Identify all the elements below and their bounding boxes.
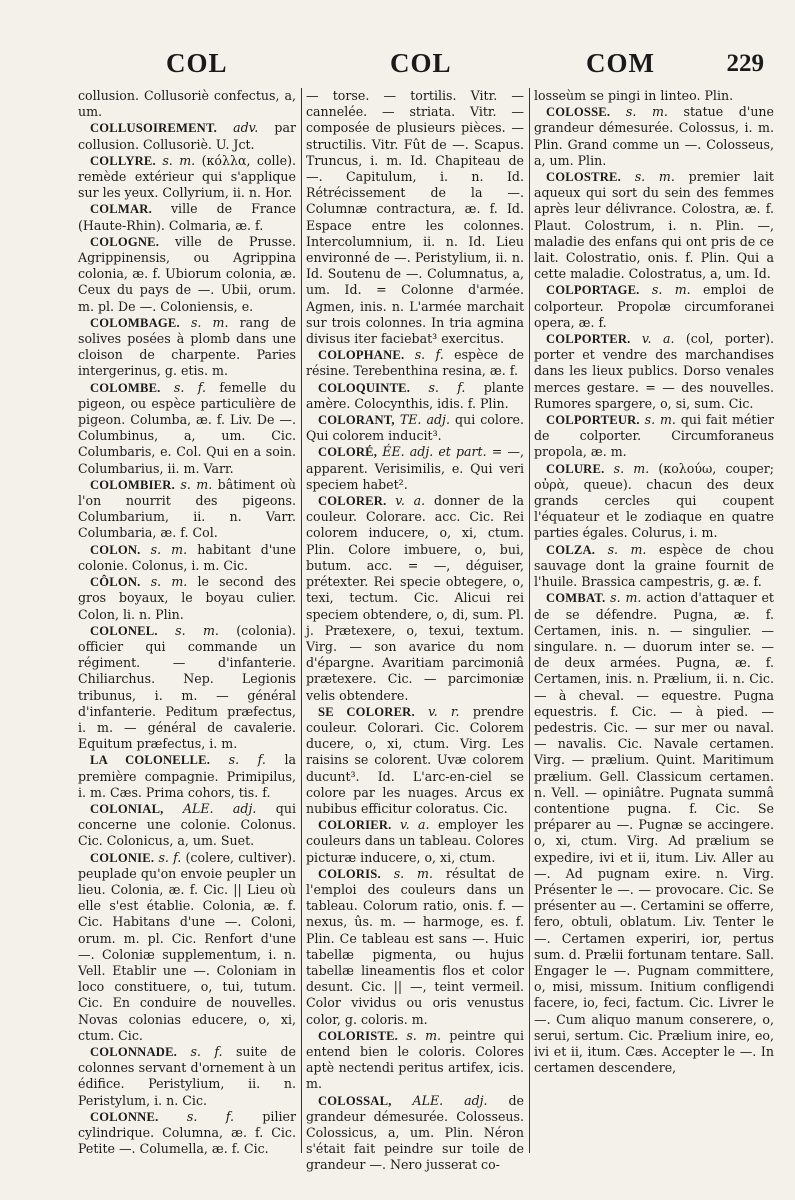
page-number: 229 (726, 50, 764, 77)
dictionary-entry (306, 347, 524, 379)
entry-grammar: ALE. adj. (182, 800, 257, 816)
entry-headword: COLORANT, (318, 413, 395, 428)
entry-grammar: s. m. (175, 622, 219, 638)
entry-definition: collusion. Collusoriè confectus, a, um. (78, 88, 296, 120)
running-header (78, 48, 774, 88)
entry-grammar: s. f. (158, 849, 182, 865)
right-guide-word: COM (586, 48, 655, 78)
column-divider (529, 88, 530, 1153)
entry-headword: COLMAR. (90, 202, 152, 217)
left-guide-word: COL (166, 48, 228, 78)
entry-definition: statue d'une grandeur démesurée. Colossus, i. m. Plin. Grand comme un —. Colosseus, a, um. Plin. (534, 104, 774, 168)
entry-headword: COLLYRE. (90, 153, 156, 168)
column-2 (306, 88, 524, 1173)
entry-headword: CÔLON. (90, 575, 141, 590)
entry-headword: COLOSTRE. (546, 170, 621, 185)
entry-definition: employer les couleurs dans un tableau. Colores picturæ inducere, o, xi, ctum. (306, 817, 524, 865)
dictionary-entry (306, 412, 524, 444)
entry-definition: bâtiment où l'on nourrit des pigeons. Columbarium, ii. n. Varr. Columbaria, æ. f. Col. (78, 476, 296, 541)
entry-grammar: TE. adj. (399, 412, 450, 428)
entry-headword: COLORIER. (318, 818, 392, 833)
entry-grammar: s. f. (428, 379, 466, 395)
dictionary-entry (78, 1109, 296, 1158)
entry-headword: COLLUSOIREMENT. (90, 121, 217, 136)
dictionary-entry (78, 153, 296, 202)
entry-headword: SE COLORER. (318, 704, 415, 719)
entry-grammar: s. m. (190, 314, 229, 330)
entry-grammar: s. m. (644, 412, 676, 428)
entry-definition: (κόλλα, colle). remède extérieur qui s'applique sur les yeux. Collyrium, ii. n. Hor. (78, 152, 296, 201)
entry-headword: COLONNE. (90, 1109, 159, 1124)
entry-definition: action d'attaquer et de se défendre. Pugna, æ. f. Certamen, inis. n. — singulier. — singulare. n. — duorum inter se. — de deux armées. Pugna, æ. f. Certamen, inis. n. Prælium, ii. n. Cic. — à cheval. — equestre. Pugna equestris. f. Cic. — à pied. — pedestris. Cic. — sur mer ou naval. — navalis. Cic. Navale certamen. Virg. — prælium. Quint. Maritimum prælium. Gell. Classicum certamen. n. Vell. — opiniâtre. Pugnata summâ contentione pugna. f. Cic. Se préparer au —. Pugnæ se accingere. o, xi, ctum. Virg. Ad prælium se expedire, ivi et ii, itum. Liv. Aller au —. Ad pugnam exire. n. Virg. Présenter le —. — provocare. Cic. Se présenter au —. Certamini se offerre, fero, obtuli, oblatum. Liv. Tenter le —. Certamen experiri, ior, pertus sum. d. Prælii fortunam tentare. Sall. Engager le —. Pugnam committere, o, misi, missum. Initium confligendi facere, io, feci, factum. Cic. Livrer le —. Cum aliquo manum conserere, o, serui, sertum. Cic. Prælium inire, eo, ivi et ii, itum. Cæs. Accepter le —. In certamen descendere, (534, 590, 774, 1076)
dictionary-entry (306, 704, 524, 817)
entry-grammar: s. f. (186, 1108, 234, 1124)
entry-headword: COLOGNE. (90, 234, 160, 249)
dictionary-entry (78, 801, 296, 850)
entry-definition: habitant d'une colonie. Colonus, i. m. Cic. (78, 541, 296, 573)
entry-definition: rang de solives posées à plomb dans une cloison de charpente. Paries intergerinus, g. etis. m. (78, 314, 296, 379)
entry-headword: COLONNADE. (90, 1044, 178, 1059)
dictionary-entry (306, 866, 524, 1028)
dictionary-page (78, 48, 774, 1173)
entry-headword: COLURE. (546, 461, 605, 476)
entry-definition: donner de la couleur. Colorare. acc. Cic. Rei colorem inducere, o, xi, ctum. Plin. Colore imbuere, o, bui, butum. acc. = —, déguiser, prétexter. Rei specie obtegere, o, texi, tectum. Cic. Alicui rei speciem obtendere, o, di, sum. Pl. j. Prætexere, o, texui, textum. Virg. — son avarice du nom d'épargne. Avaritiam parcimoniâ prætexere. Cic. — parcimoniæ velis obtendere. (306, 493, 524, 703)
dictionary-entry (78, 477, 296, 542)
entry-definition: peintre qui entend bien le coloris. Colores aptè nectendi peritus artifex, icis. m. (306, 1027, 524, 1092)
entry-definition: plante amère. Colocynthis, idis. f. Plin. (306, 379, 524, 411)
entry-grammar: s. m. (393, 865, 434, 881)
dictionary-entry (534, 282, 774, 331)
entry-headword: COLONIAL, (90, 801, 164, 816)
entry-grammar: v. r. (428, 703, 460, 719)
dictionary-entry (78, 574, 296, 623)
entry-headword: COLON. (90, 542, 141, 557)
entry-definition: pilier cylindrique. Columna, æ. f. Cic. Petite —. Columella, æ. f. Cic. (78, 1108, 296, 1157)
entry-grammar: v. a. (399, 817, 430, 833)
entry-definition: suite de colonnes servant d'ornement à un édifice. Peristylium, ii. n. Peristylum, i. n. Cic. (78, 1043, 296, 1108)
columns-area (78, 88, 774, 1173)
entry-grammar: s. f. (173, 379, 206, 395)
column-1 (78, 88, 296, 1157)
dictionary-entry (534, 104, 774, 169)
entry-headword: COLOMBAGE. (90, 315, 180, 330)
entry-headword: COLORIS. (318, 866, 381, 881)
column-3 (534, 88, 774, 1153)
entry-grammar: s. m. (610, 590, 642, 606)
dictionary-entry (78, 88, 296, 120)
entry-grammar: s. m. (162, 152, 196, 168)
entry-headword: COLONEL. (90, 623, 158, 638)
dictionary-entry (78, 623, 296, 753)
dictionary-entry (78, 542, 296, 574)
entry-grammar: s. f. (414, 347, 444, 363)
entry-grammar: s. m. (406, 1027, 442, 1043)
entry-grammar: s. m. (150, 541, 188, 557)
entry-definition: prendre couleur. Colorari. Cic. Colorem ducere, o, xi, ctum. Virg. Les raisins se colorent. Uvæ colorem ducunt³. Id. L'arc-en-ciel se colore par les nuages. Arcus ex nubibus efficitur coloratus. Cic. (306, 703, 524, 816)
entry-definition: de grandeur démesurée. Colosseus. Colossicus, a, um. Plin. Néron s'était fait peindre sur toile de grandeur —. Nero jusserat co- (306, 1092, 524, 1173)
entry-definition: qui colore. Qui colorem inducit³. (306, 412, 524, 444)
entry-headword: COLOPHANE. (318, 348, 405, 363)
dictionary-entry (78, 234, 296, 315)
entry-grammar: s. m. (613, 460, 650, 476)
entry-grammar: s. m. (607, 541, 647, 557)
column-divider (301, 88, 302, 1153)
entry-definition: — torse. — tortilis. Vitr. — cannelée. — striata. Vitr. — composée de plusieurs pièces. — structilis. Vitr. Fût de —. Scapus. Truncus, i. m. Id. Chapiteau de —. Capitulum, i. n. Id. Rétrécissement de la —. Columnæ contractura, æ. f. Id. Espace entre les colonnes. Intercolumnium, ii. n. Id. Lieu environné de —. Peristylium, ii. n. Id. Soutenu de —. Columnatus, a, um. Id. = Colonne d'armée. Agmen, inis. n. L'armée marchait sur trois colonnes. In tria agmina divisus iter faciebat³ exercitus. (306, 88, 524, 347)
dictionary-entry (306, 380, 524, 412)
entry-grammar: v. a. (641, 331, 675, 347)
entry-definition: premier lait aqueux qui sort du sein des femmes après leur délivrance. Colostra, æ. f. Plaut. Colostrum, i. n. Plin. —, maladie des enfans qui ont pris de ce lait. Colostratio, onis. f. Plin. Qui a cette maladie. Colostratus, a, um. Id. (534, 169, 774, 282)
entry-headword: LA COLONELLE. (90, 753, 211, 768)
entry-grammar: adv. (233, 120, 259, 136)
entry-definition: ville de Prusse. Agrippinensis, ou Agrippina colonia, æ. f. Ubiorum colonia, æ. Ceux du pays de —. Ubii, orum. m. pl. De —. Coloniensis, e. (78, 233, 296, 314)
entry-definition: résultat de l'emploi des couleurs dans un tableau. Colorum ratio, onis. f. — nexus, ûs. m. — harmoge, es. f. Plin. Ce tableau est sans —. Huic tabellæ pigmenta, ou hujus tabellæ lineamentis flos et color desunt. Cic. || —, teint vermeil. Color vividus ou oris venustus color, g. coloris. m. (306, 865, 524, 1027)
dictionary-entry (534, 331, 774, 412)
dictionary-entry (534, 412, 774, 461)
entry-grammar: s. f. (190, 1043, 223, 1059)
entry-grammar: s. m. (625, 104, 668, 120)
entry-headword: COLOQUINTE. (318, 380, 411, 395)
dictionary-entry (78, 201, 296, 233)
entry-headword: COLORÉ, (318, 445, 378, 460)
entry-grammar: v. a. (395, 493, 426, 509)
dictionary-entry (306, 1093, 524, 1174)
dictionary-entry (534, 169, 774, 282)
dictionary-entry (306, 88, 524, 347)
entry-definition: (col, porter). porter et vendre des marchandises dans les lieux publics. Dorso venales merces gestare. = — des nouvelles. Rumores spargere, o, si, sum. Cic. (534, 331, 774, 411)
entry-headword: COLPORTER. (546, 332, 631, 347)
entry-definition: qui concerne une colonie. Colonus. Cic. Colonicus, a, um. Suet. (78, 800, 296, 849)
entry-definition: losseùm se pingi in linteo. Plin. (534, 88, 734, 103)
dictionary-entry (534, 542, 774, 591)
entry-definition: par collusion. Collusoriè. U. Jct. (78, 120, 296, 152)
dictionary-entry (78, 380, 296, 477)
entry-definition: = —, apparent. Verisimilis, e. Qui veri speciem habet². (306, 444, 524, 492)
dictionary-entry (78, 752, 296, 801)
entry-headword: COLOSSE. (546, 105, 611, 120)
dictionary-entry (534, 461, 774, 542)
entry-headword: COLONIE. (90, 850, 155, 865)
dictionary-entry (306, 1028, 524, 1093)
entry-definition: le second des gros boyaux, le boyau culier. Colon, li. n. Plin. (78, 574, 296, 622)
entry-headword: COLZA. (546, 542, 596, 557)
entry-headword: COLORISTE. (318, 1028, 399, 1043)
entry-headword: COLPORTEUR. (546, 413, 640, 428)
entry-definition: emploi de colporteur. Propolæ circumforanei opera, æ. f. (534, 282, 774, 330)
entry-grammar: s. m. (150, 574, 188, 590)
dictionary-entry (306, 493, 524, 704)
entry-headword: COLORER. (318, 494, 387, 509)
entry-headword: COLOSSAL, (318, 1093, 392, 1108)
entry-definition: (colere, cultiver). peuplade qu'on envoie peupler un lieu. Colonia, æ. f. Cic. || Lieu où elle s'est établie. Colonia, æ. f. Cic. Habitans d'une —. Coloni, orum. m. pl. Cic. Renfort d'une —. Coloniæ supplementum, i. n. Vell. Etablir une —. Coloniam in loco constituere, o, tui, tutum. Cic. En conduire de nouvelles. Novas colonias educere, o, xi, ctum. Cic. (78, 849, 296, 1043)
entry-grammar: ALE. adj. (412, 1092, 488, 1108)
entry-definition: ville de France (Haute-Rhin). Colmaria, æ. f. (78, 201, 296, 233)
dictionary-entry (78, 315, 296, 380)
dictionary-entry (78, 850, 296, 1044)
entry-grammar: s. f. (228, 752, 266, 768)
entry-definition: qui fait métier de colporter. Circumforaneus propola, æ. m. (534, 412, 774, 460)
middle-guide-word: COL (390, 48, 452, 78)
entry-definition: (colonia). officier qui commande un régiment. — d'infanterie. Chiliarchus. Nep. Legionis tribunus, i. m. — général d'infanterie. Peditum præfectus, i. m. — général de cavalerie. Equitum præfectus, i. m. (78, 622, 296, 752)
entry-headword: COLOMBIER. (90, 477, 175, 492)
entry-definition: femelle du pigeon, ou espèce particulière de pigeon. Columba, æ. f. Liv. De —. Columbinus, a, um. Cic. Columbaris, e. Col. Qui en a soin. Columbarius, ii. m. Varr. (78, 379, 296, 476)
entry-definition: espèce de résine. Terebenthina resina, æ. f. (306, 347, 524, 379)
dictionary-entry (78, 120, 296, 152)
entry-headword: COMBAT. (546, 591, 606, 606)
dictionary-entry (534, 88, 774, 104)
entry-definition: (κολούω, couper; οὐρὰ, queue). chacun des deux grands cercles qui coupent l'équateur et le zodiaque en quatre parties égales. Colurus, i. m. (534, 460, 774, 541)
entry-definition: la première compagnie. Primipilus, i. m. Cæs. Prima cohors, tis. f. (78, 752, 296, 800)
entry-definition: espèce de chou sauvage dont la graine fournit de l'huile. Brassica campestris, g. æ. f. (534, 541, 774, 590)
dictionary-entry (306, 444, 524, 493)
entry-grammar: s. m. (634, 169, 675, 185)
entry-grammar: ÉE. adj. et part. (382, 444, 487, 460)
entry-headword: COLOMBE. (90, 380, 161, 395)
dictionary-entry (78, 1044, 296, 1109)
entry-headword: COLPORTAGE. (546, 283, 640, 298)
dictionary-entry (534, 590, 774, 1076)
entry-grammar: s. m. (180, 476, 213, 492)
entry-grammar: s. m. (651, 282, 691, 298)
dictionary-entry (306, 817, 524, 866)
